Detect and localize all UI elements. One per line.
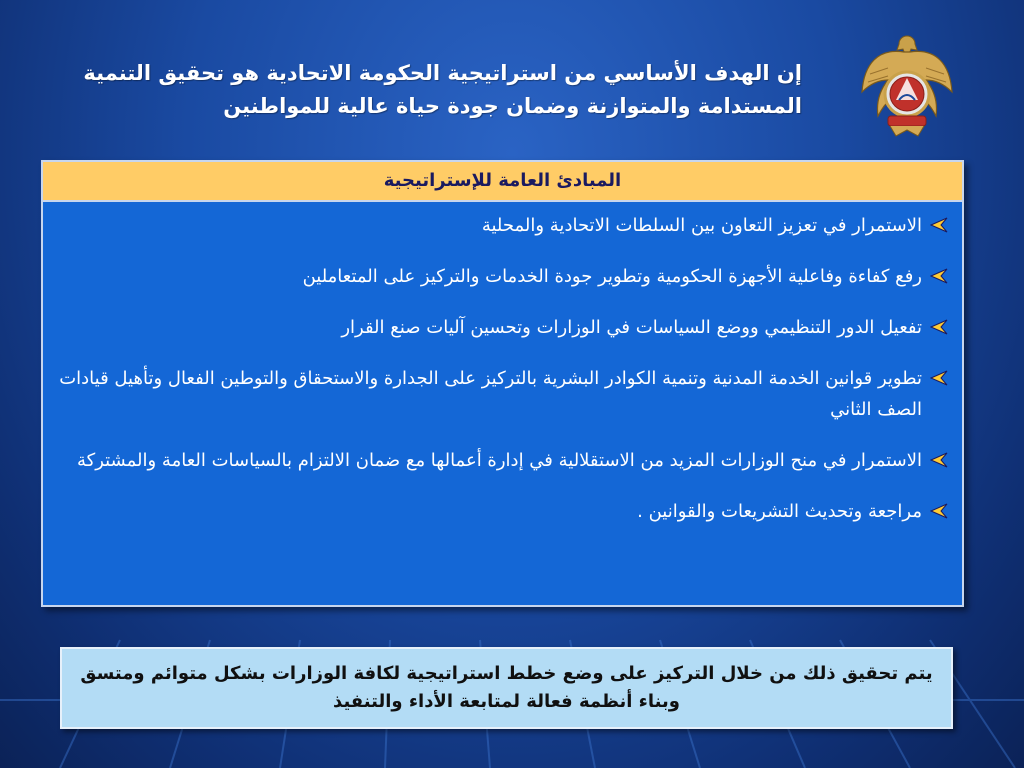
list-item-text: تفعيل الدور التنظيمي ووضع السياسات في الوزارات وتحسين آليات صنع القرار [341, 317, 922, 338]
list-item [55, 363, 950, 425]
list-item-text: رفع كفاءة وفاعلية الأجهزة الحكومية وتطوير جودة الخدمات والتركيز على المتعاملين [302, 266, 922, 287]
list-item-text: تطوير قوانين الخدمة المدنية وتنمية الكوادر البشرية بالتركيز على الجدارة والاستحقاق والتوطين الفعال وتأهيل قيادات الصف الثاني [59, 368, 922, 420]
arrowhead-bullet-icon [930, 452, 948, 468]
uae-emblem-icon [858, 30, 956, 142]
arrowhead-bullet-icon [930, 217, 948, 233]
arrowhead-bullet-icon [930, 319, 948, 335]
footer-note-text: يتم تحقيق ذلك من خلال التركيز على وضع خطط استراتيجية لكافة الوزارات بشكل متوائم ومتسق وبناء أنظمة فعالة لمتابعة الأداء والتنفيذ [80, 663, 933, 712]
list-item-text: الاستمرار في تعزيز التعاون بين السلطات الاتحادية والمحلية [481, 215, 922, 236]
list-item [55, 496, 950, 527]
list-item-text: الاستمرار في منح الوزارات المزيد من الاستقلالية في إدارة أعمالها مع ضمان الالتزام بالسياسات العامة والمشتركة [76, 450, 922, 471]
arrowhead-bullet-icon [930, 503, 948, 519]
list-item [55, 445, 950, 476]
principles-list [43, 202, 962, 527]
list-item-text: مراجعة وتحديث التشريعات والقوانين . [637, 501, 922, 522]
arrowhead-bullet-icon [930, 268, 948, 284]
footer-note-box [60, 647, 953, 729]
panel-header: المبادئ العامة للإستراتيجية [43, 162, 962, 202]
slide-title: إن الهدف الأساسي من استراتيجية الحكومة الاتحادية هو تحقيق التنمية المستدامة والمتوازنة وضمان جودة حياة عالية للمواطنين [83, 61, 802, 118]
principles-panel [41, 160, 964, 607]
list-item [55, 210, 950, 241]
list-item [55, 312, 950, 343]
arrowhead-bullet-icon [930, 370, 948, 386]
list-item [55, 261, 950, 292]
